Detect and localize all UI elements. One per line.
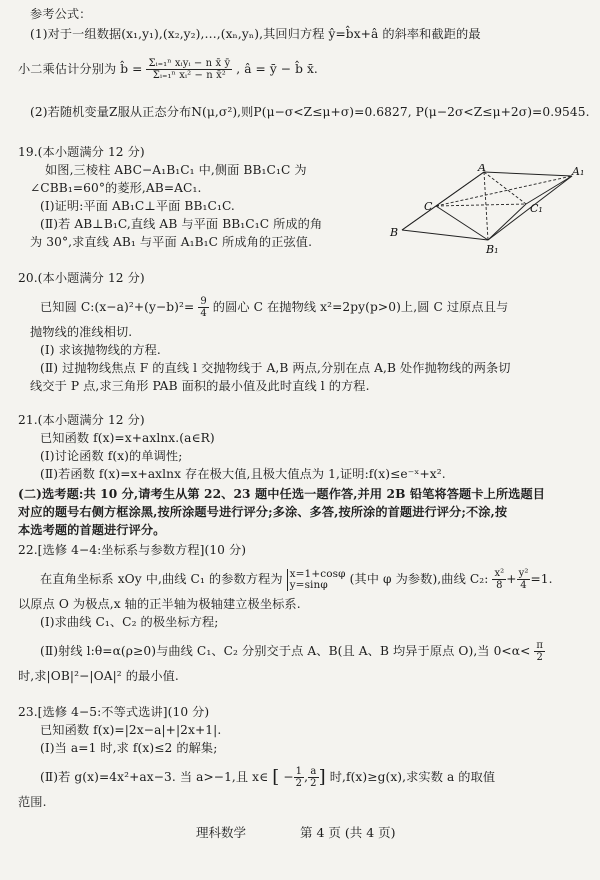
formulas-header: 参考公式：	[30, 7, 92, 21]
q23-minus: −	[283, 770, 294, 784]
formula-1-line-1: (1)对于一组数据(x₁,y₁),(x₂,y₂),…,(xₙ,yₙ),其回归方程 ŷ=b̂x+â 的斜率和截距的最	[30, 27, 481, 41]
q22-c2-y-fraction	[517, 568, 531, 591]
q20-line-4: (Ⅱ) 过抛物线焦点 F 的直线 l 交抛物线于 A,B 两点,分别在点 A,B 处作抛物线的两条切	[40, 361, 511, 375]
label-B1: B₁	[486, 243, 499, 256]
formula-2: (2)若随机变量Z服从正态分布N(μ,σ²),则P(μ−σ<Z≤μ+σ)=0.6827, P(μ−2σ<Z≤μ+2σ)=0.9545.	[30, 105, 590, 119]
q21-line-1: 已知函数 f(x)=x+axlnx.(a∈R)	[40, 431, 215, 445]
label-A: A	[478, 164, 486, 174]
formula-1-numerator: Σᵢ₌₁ⁿ xᵢyᵢ − n x̄ ȳ	[148, 58, 231, 69]
q22-c2-y-denominator: 4	[520, 580, 527, 591]
edge-A-A1	[484, 172, 572, 176]
q22-param-y: y=sinφ	[289, 578, 328, 591]
q23-line-2: (Ⅰ)当 a=1 时,求 f(x)≤2 的解集;	[40, 741, 218, 755]
q20-line-3: (Ⅰ) 求该抛物线的方程.	[40, 343, 161, 357]
formula-1-denominator: Σᵢ₌₁ⁿ xᵢ² − n x̄²	[152, 70, 226, 81]
q22-param-x: x=1+cosφ	[289, 567, 346, 580]
q22-c2-tail: =1.	[530, 572, 553, 586]
q22-line-1b: (其中 φ 为参数),曲线 C₂:	[349, 572, 489, 586]
q23-line-3a: (Ⅱ)若 g(x)=4x²+ax−3. 当 a>−1,且 x∈	[40, 770, 269, 784]
edge-A-B1-dashed	[484, 172, 488, 240]
q22-pi-numerator: π	[536, 640, 544, 651]
footer-page-number: 第 4 页 (共 4 页)	[300, 825, 396, 840]
q23-line-4: 范围.	[18, 795, 47, 809]
q19-line-1: 如图,三棱柱 ABC−A₁B₁C₁ 中,侧面 BB₁C₁C 为	[45, 163, 307, 177]
label-B: B	[390, 226, 399, 239]
q20-radius-numerator: 9	[200, 296, 207, 307]
q23-lower-numerator: 1	[295, 766, 303, 777]
q19-title: 19.(本小题满分 12 分)	[18, 145, 145, 159]
q22-line-5: 时,求|OB|²−|OA|² 的最小值.	[18, 669, 179, 683]
q23-line-3: (Ⅱ)若 g(x)=4x²+ax−3. 当 a>−1,且 x∈ [ − $\frac{1}{2}$ , $\frac{a}{2}$ ] 时,f(x)≥g(x),求实数 a 的取值	[40, 766, 496, 789]
q23-upper-denominator: 2	[310, 778, 317, 789]
label-A1: A₁	[572, 165, 585, 178]
q20-radius-fraction	[198, 296, 208, 319]
q22-line-1a: 在直角坐标系 xOy 中,曲线 C₁ 的参数方程为	[40, 572, 283, 586]
q20-line-2: 抛物线的准线相切.	[30, 325, 133, 339]
edge-A-C1-dashed	[484, 172, 526, 204]
q23-bracket-close: ]	[318, 766, 326, 788]
q22-c2-x-numerator: x²	[494, 568, 505, 579]
q23-lower-denominator: 2	[295, 778, 303, 789]
q22-pi-denominator: 2	[536, 652, 543, 663]
edge-C1-A1	[526, 176, 572, 204]
formula-1-tail: , â = ȳ − b̂ x̄.	[236, 62, 318, 76]
q20-radius-denominator: 4	[200, 308, 207, 319]
formula-1-prefix: 小二乘估计分别为 b̂ =	[18, 62, 143, 76]
q19-line-3: (Ⅰ)证明:平面 AB₁C⊥平面 BB₁C₁C.	[40, 199, 235, 213]
formula-1-line-2	[18, 58, 318, 81]
elective-line-1: (二)选考题:共 10 分,请考生从第 22、23 题中任选一题作答,并用 2B 铅笔将答题卡上所选题目	[18, 487, 546, 501]
q22-line-4a: (Ⅱ)射线 l:θ=α(ρ≥0)与曲线 C₁、C₂ 分别交于点 A、B(且 A、B 均异于原点 O),当 0<α<	[40, 644, 531, 658]
q20-line-1a: 已知圆 C:(x−a)²+(y−b)²=	[40, 300, 195, 314]
q22-c2-plus: +	[506, 572, 517, 586]
q22-c2-y-numerator: y²	[518, 568, 529, 579]
q20-title: 20.(本小题满分 12 分)	[18, 271, 145, 285]
q22-c2-x-fraction	[492, 568, 506, 591]
q19-line-4: (Ⅱ)若 AB⊥B₁C,直线 AB 与平面 BB₁C₁C 所成的角	[40, 217, 323, 231]
q22-line-2: 以原点 O 为极点,x 轴的正半轴为极轴建立极坐标系.	[18, 597, 301, 611]
edge-C-A	[436, 172, 484, 206]
q23-upper-bound	[308, 766, 318, 789]
q22-c2-x-denominator: 8	[496, 580, 503, 591]
q23-line-1: 已知函数 f(x)=|2x−a|+|2x+1|.	[40, 723, 222, 737]
footer-subject: 理科数学	[196, 825, 247, 840]
label-C: C	[424, 200, 433, 213]
q19-line-2: ∠CBB₁=60°的菱形,AB=AC₁.	[30, 181, 202, 195]
q23-lower-bound	[294, 766, 304, 789]
q22-line-3: (Ⅰ)求曲线 C₁、C₂ 的极坐标方程;	[40, 615, 219, 629]
q21-line-3: (Ⅱ)若函数 f(x)=x+axlnx 存在极大值,且极大值点为 1,证明:f(x)≤e⁻ˣ+x².	[40, 467, 446, 481]
q23-title: 23.[选修 4−5:不等式选讲](10 分)	[18, 705, 210, 719]
q23-bracket-open: [	[272, 766, 280, 788]
elective-line-3: 本选考题的首题进行评分。	[18, 523, 166, 537]
q22-title: 22.[选修 4−4:坐标系与参数方程](10 分)	[18, 543, 247, 557]
q22-line-1	[40, 568, 553, 591]
edge-B1-C1	[488, 204, 526, 240]
q22-pi-half-fraction	[534, 640, 545, 663]
formula-1-fraction	[146, 58, 232, 81]
elective-line-2: 对应的题号右侧方框涂黑,按所涂题号进行评分;多涂、多答,按所涂的首题进行评分;不涂,按	[18, 505, 508, 519]
prism-figure	[376, 164, 586, 256]
q20-line-1	[40, 296, 508, 319]
edge-C-C1-dashed	[436, 204, 526, 206]
q20-line-1b: 的圆心 C 在抛物线 x²=2py(p>0)上,圆 C 过原点且与	[212, 300, 509, 314]
q22-line-4	[40, 640, 545, 663]
q19-line-5: 为 30°,求直线 AB₁ 与平面 A₁B₁C 所成角的正弦值.	[30, 235, 313, 249]
q21-title: 21.(本小题满分 12 分)	[18, 413, 145, 427]
q23-line-3b: 时,f(x)≥g(x),求实数 a 的取值	[329, 770, 496, 784]
label-C1: C₁	[530, 202, 543, 215]
q23-upper-numerator: a	[308, 766, 318, 778]
q21-line-2: (Ⅰ)讨论函数 f(x)的单调性;	[40, 449, 183, 463]
q22-param-system	[287, 569, 346, 591]
q20-line-5: 线交于 P 点,求三角形 PAB 面积的最小值及此时直线 l 的方程.	[30, 379, 370, 393]
